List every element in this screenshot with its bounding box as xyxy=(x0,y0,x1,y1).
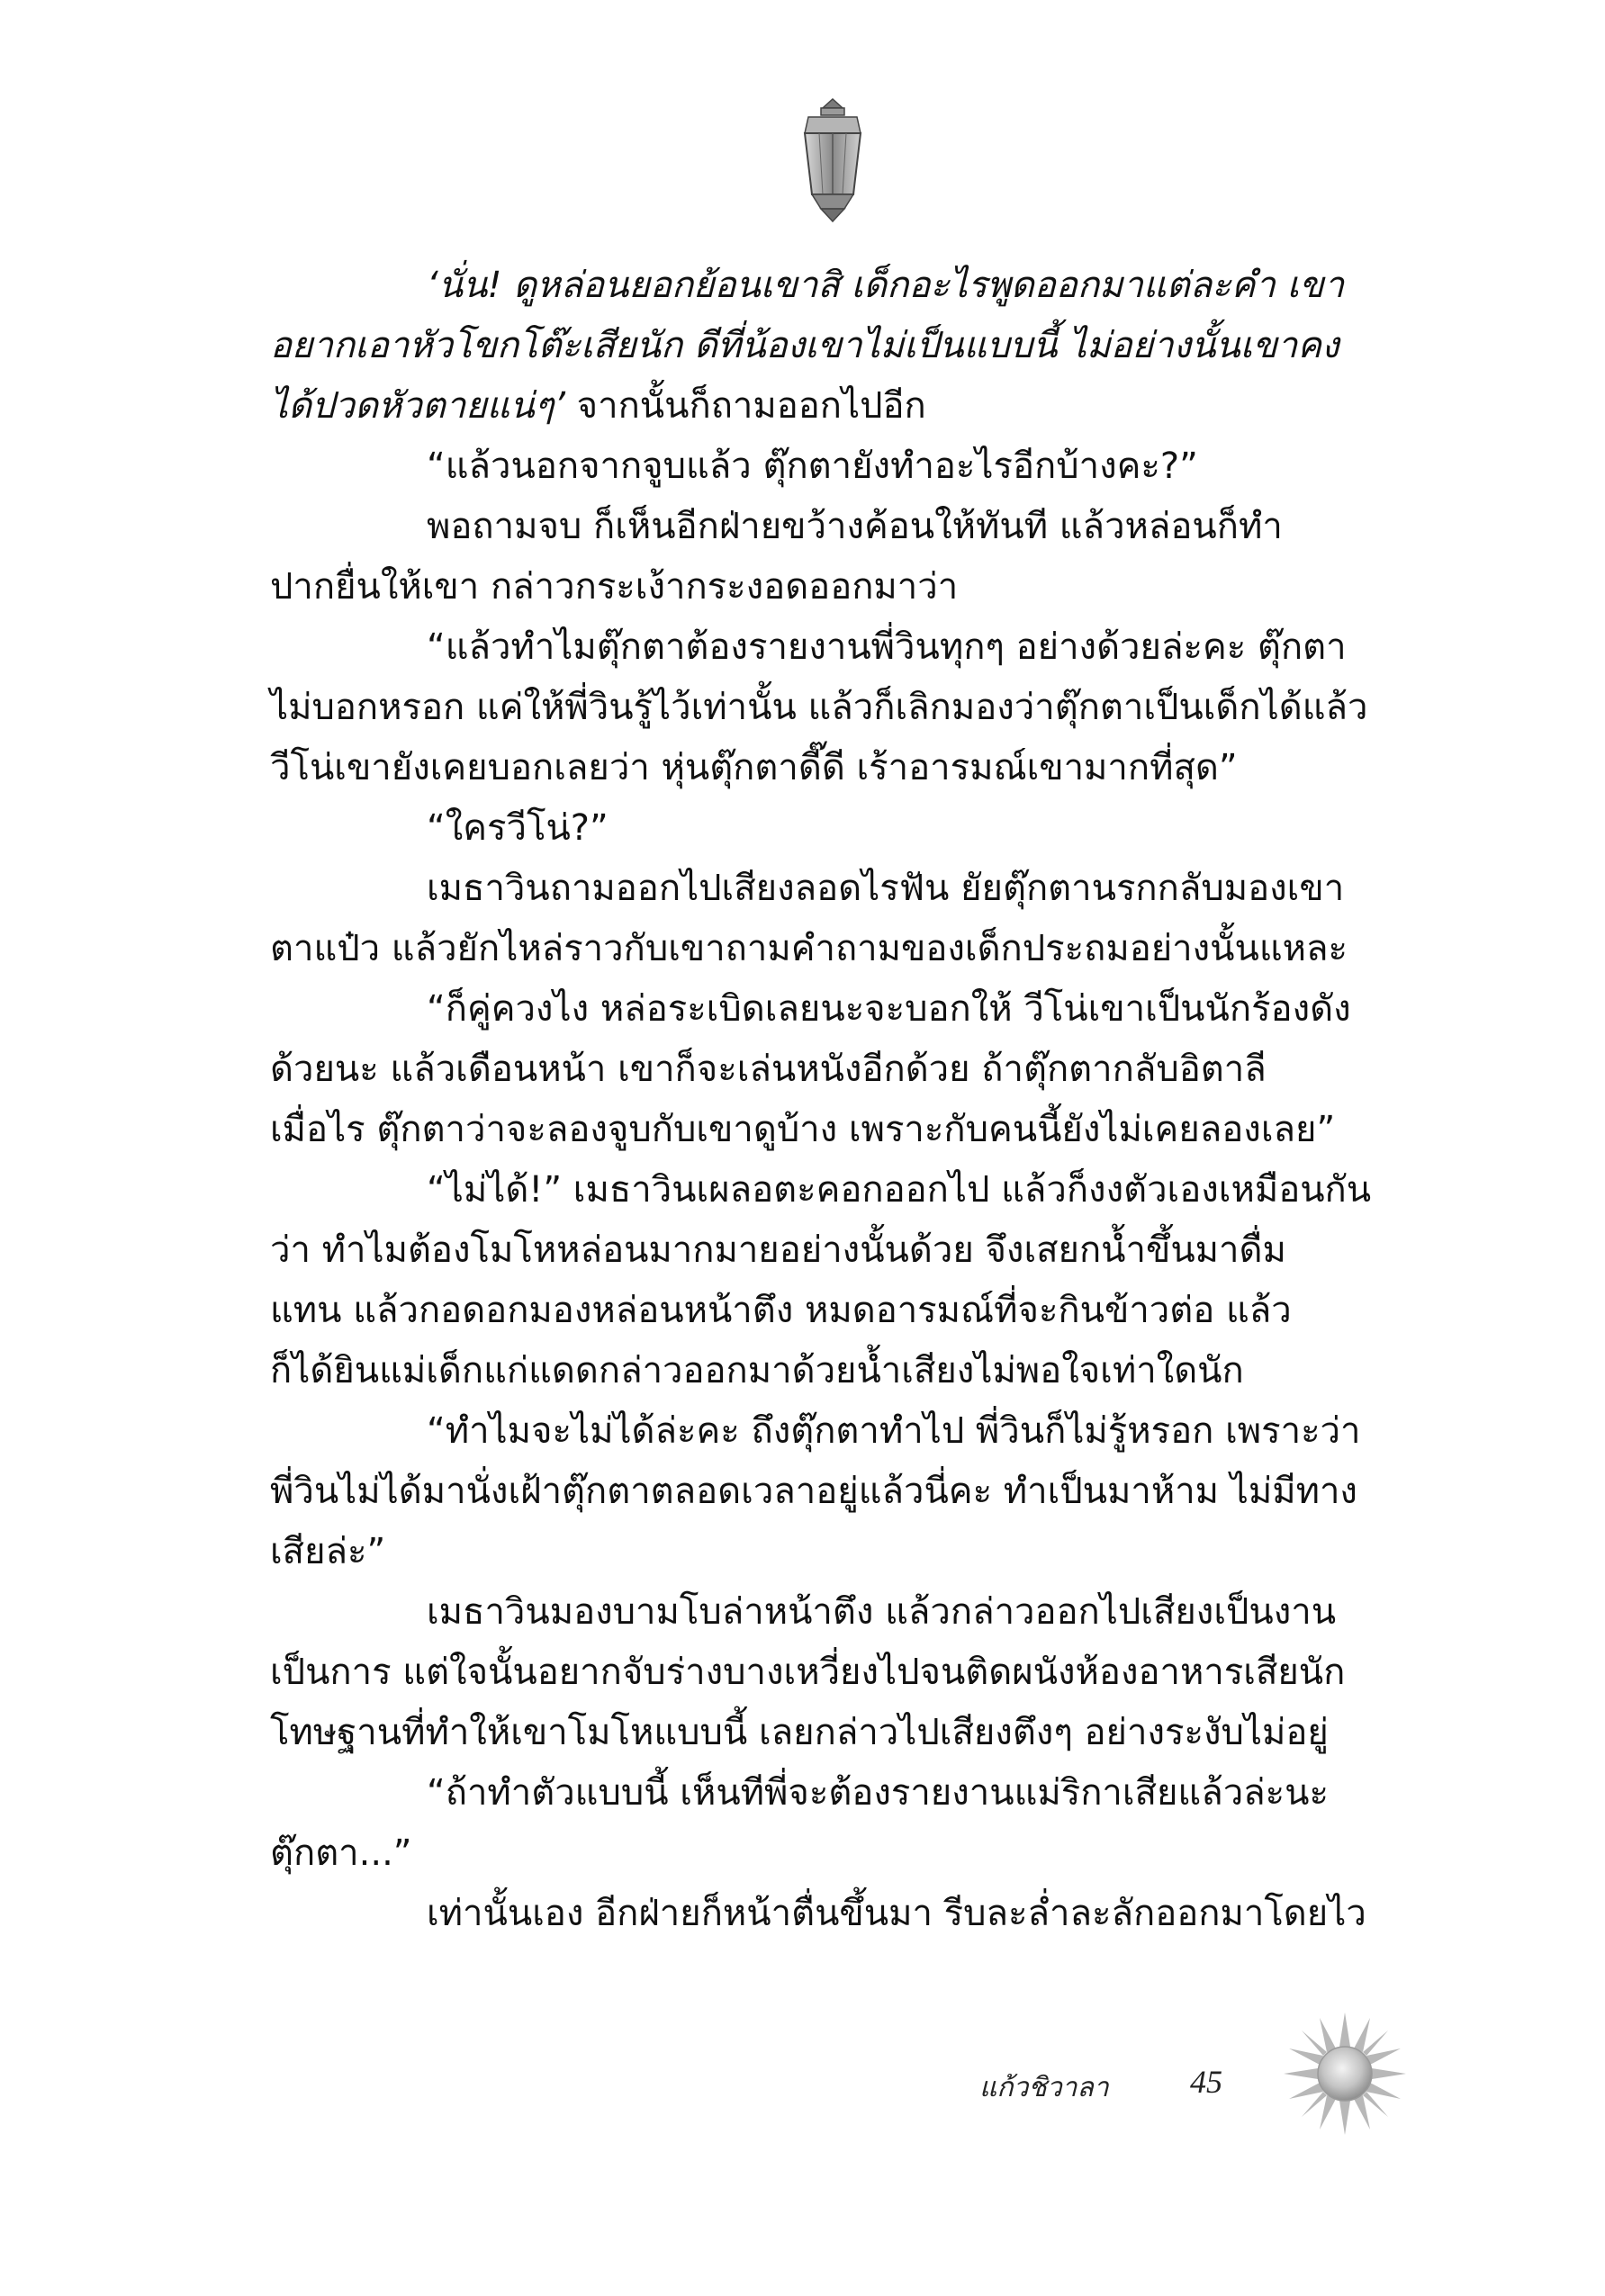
text-line: “ถ้าทำตัวแบบนี้ เห็นทีพี่จะต้องรายงานแม่ริกาเสียแล้วล่ะนะ xyxy=(427,1772,1329,1814)
text-line: “แล้วนอกจากจูบแล้ว ตุ๊กตายังทำอะไรอีกบ้างคะ?” xyxy=(427,446,1198,487)
text-line: เมธาวินถามออกไปเสียงลอดไรฟัน ยัยตุ๊กตานรกกลับมองเขา xyxy=(427,868,1345,909)
text-line: ปากยื่นให้เขา กล่าวกระเง้ากระงอดออกมาว่า xyxy=(270,566,959,608)
text-line: “ใครวีโน่?” xyxy=(427,807,609,849)
text-line: “ทำไมจะไม่ได้ล่ะคะ ถึงตุ๊กตาทำไป พี่วินก็ไม่รู้หรอก เพราะว่า xyxy=(427,1410,1361,1452)
text-line: ตุ๊กตา...” xyxy=(270,1832,412,1874)
body-text xyxy=(270,256,1404,1944)
text-line: เสียล่ะ” xyxy=(270,1531,386,1572)
lantern-icon xyxy=(798,97,868,223)
text-line: แทน แล้วกอดอกมองหล่อนหน้าตึง หมดอารมณ์ที่จะกินข้าวต่อ แล้ว xyxy=(270,1290,1292,1331)
text-line: เมธาวินมองบามโบล่าหน้าตึง แล้วกล่าวออกไปเสียงเป็นงาน xyxy=(427,1591,1337,1633)
text-line: ก็ได้ยินแม่เด็กแก่แดดกล่าวออกมาด้วยน้ำเสียงไม่พอใจเท่าใดนัก xyxy=(270,1350,1244,1391)
text-line: พี่วินไม่ได้มานั่งเฝ้าตุ๊กตาตลอดเวลาอยู่แล้วนี่คะ ทำเป็นมาห้าม ไม่มีทาง xyxy=(270,1471,1357,1512)
text-line: ว่า ทำไมต้องโมโหหล่อนมากมายอย่างนั้นด้วย จึงเสยกน้ำขึ้นมาดื่ม xyxy=(270,1229,1286,1271)
text-line: เมื่อไร ตุ๊กตาว่าจะลองจูบกับเขาดูบ้าง เพราะกับคนนี้ยังไม่เคยลองเลย” xyxy=(270,1109,1336,1150)
text-line: อยากเอาหัวโขกโต๊ะเสียนัก ดีที่น้องเขาไม่เป็นแบบนี้ ไม่อย่างนั้นเขาคง xyxy=(270,325,1339,366)
text-line: “แล้วทำไมตุ๊กตาต้องรายงานพี่วินทุกๆ อย่างด้วยล่ะคะ ตุ๊กตา xyxy=(427,626,1347,668)
text-line: ‘นั่น! ดูหล่อนยอกย้อนเขาสิ เด็กอะไรพูดออกมาแต่ละคำ เขา xyxy=(427,265,1345,306)
text-line: โทษฐานที่ทำให้เขาโมโหแบบนี้ เลยกล่าวไปเสียงตึงๆ อย่างระงับไม่อยู่ xyxy=(270,1712,1329,1753)
text-line: ได้ปวดหัวตายแน่ๆ’ จากนั้นก็ถามออกไปอีก xyxy=(270,385,926,427)
text-line: ตาแป๋ว แล้วยักไหล่ราวกับเขาถามคำถามของเด็กประถมอย่างนั้นแหละ xyxy=(270,928,1348,969)
text-line: เป็นการ แต่ใจนั้นอยากจับร่างบางเหวี่ยงไปจนติดผนังห้องอาหารเสียนัก xyxy=(270,1652,1346,1693)
text-line: ไม่บอกหรอก แค่ให้พี่วินรู้ไว้เท่านั้น แล้วก็เลิกมองว่าตุ๊กตาเป็นเด็กได้แล้ว xyxy=(270,687,1368,728)
text-line: “ไม่ได้!” เมธาวินเผลอตะคอกออกไป แล้วก็งงตัวเองเหมือนกัน xyxy=(427,1169,1372,1211)
book-title: แก้วชิวาลา xyxy=(979,2072,1109,2103)
sun-icon xyxy=(1282,2011,1408,2137)
text-line: ด้วยนะ แล้วเดือนหน้า เขาก็จะเล่นหนังอีกด้วย ถ้าตุ๊กตากลับอิตาลี xyxy=(270,1049,1267,1090)
text-line: พอถามจบ ก็เห็นอีกฝ่ายขว้างค้อนให้ทันที แล้วหล่อนก็ทำ xyxy=(427,506,1283,547)
text-line: เท่านั้นเอง อีกฝ่ายก็หน้าตื่นขึ้นมา รีบละล่ำละลักออกมาโดยไว xyxy=(427,1893,1366,1934)
text-line: วีโน่เขายังเคยบอกเลยว่า หุ่นตุ๊กตาดี๊ดี เร้าอารมณ์เขามากที่สุด” xyxy=(270,747,1238,788)
page-number: 45 xyxy=(1190,2064,1222,2100)
text-line: “ก็คู่ควงไง หล่อระเบิดเลยนะจะบอกให้ วีโน่เขาเป็นนักร้องดัง xyxy=(427,988,1351,1030)
